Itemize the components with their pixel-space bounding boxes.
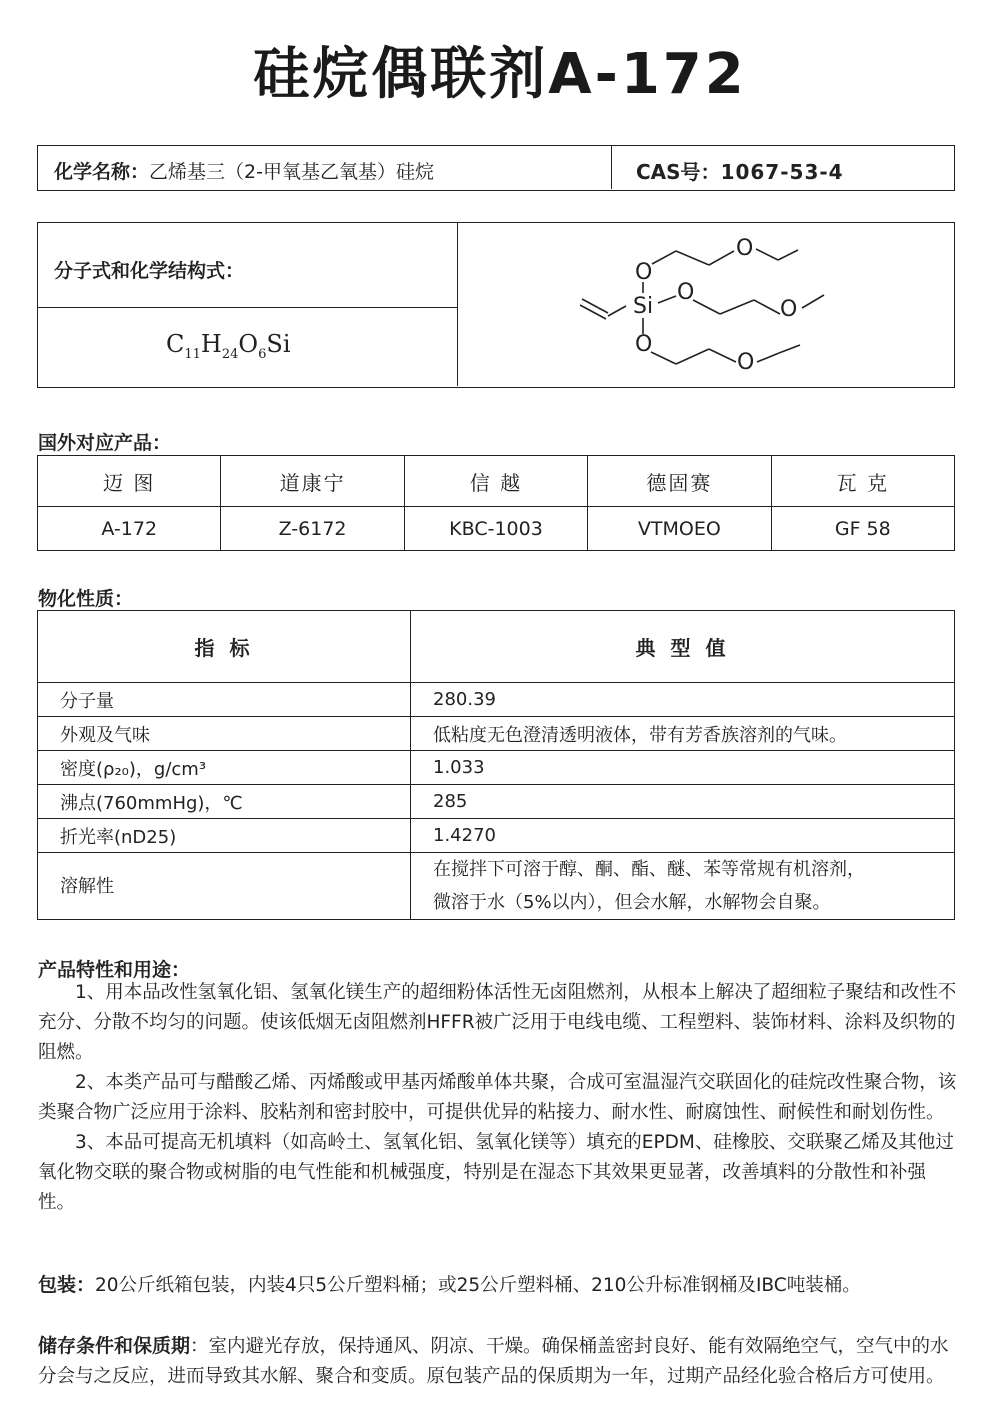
properties-heading: 物化性质： (38, 588, 134, 610)
property-value: 1.033 (411, 751, 955, 785)
property-name: 沸点(760mmHg)，℃ (38, 785, 411, 819)
atom-o-2: O (736, 236, 754, 261)
structure-box (37, 222, 955, 388)
table-cell: KBC-1003 (404, 507, 587, 551)
property-value (411, 853, 955, 920)
uses-paragraph: 2、本类产品可与醋酸乙烯、丙烯酸或甲基丙烯酸单体共聚，合成可室温湿汽交联固化的硅烷改性聚合物，该类聚合物广泛应用于涂料、胶粘剂和密封胶中，可提供优异的粘接力、耐水性、耐腐蚀性、耐候性和耐划伤性。 (38, 1072, 957, 1123)
table-row (38, 819, 955, 853)
cas-label: CAS号： (636, 160, 721, 184)
chem-name-label: 化学名称： (54, 161, 150, 183)
formula-si: Si (266, 330, 291, 358)
header-cell: 道康宁 (221, 456, 404, 507)
packaging-text (38, 1270, 958, 1301)
table-cell: A-172 (38, 507, 221, 551)
chem-name-box (37, 145, 955, 191)
formula-h-count: 24 (221, 346, 239, 362)
table-row (38, 785, 955, 819)
cas-value: 1067-53-4 (720, 160, 844, 184)
property-name: 外观及气味 (38, 717, 411, 751)
table-row (38, 507, 955, 551)
uses-paragraph: 1、用本品改性氢氧化铝、氢氧化镁生产的超细粉体活性无卤阻燃剂，从根本上解决了超细粒子聚结和改性不充分、分散不均匀的问题。使该低烟无卤阻燃剂HFFR被广泛用于电线电缆、工程塑料、装饰材料、涂料及织物的阻燃。 (38, 982, 957, 1063)
formula-o-count: 6 (258, 346, 267, 362)
header-cell: 迈 图 (38, 456, 221, 507)
header-cell: 指 标 (38, 611, 411, 683)
chem-name-cell (38, 146, 612, 189)
header-cell: 典 型 值 (411, 611, 955, 683)
property-name: 密度(ρ₂₀)，g/cm³ (38, 751, 411, 785)
property-name: 分子量 (38, 683, 411, 717)
atom-o-4: O (780, 297, 798, 322)
atom-o-1: O (635, 260, 653, 285)
table-header-row (38, 456, 955, 507)
table-row (38, 751, 955, 785)
formula-h: H (200, 330, 222, 358)
foreign-products-heading: 国外对应产品： (38, 432, 172, 454)
uses-paragraph: 3、本品可提高无机填料（如高岭土、氢氧化铝、氢氧化镁等）填充的EPDM、硅橡胶、交联聚乙烯及其他过氧化物交联的聚合物或树脂的电气性能和机械强度，特别是在湿态下其效果更显著，改善填料的分散性和补强性。 (38, 1132, 954, 1213)
solubility-line-1: 在搅拌下可溶于醇、酮、酯、醚、苯等常规有机溶剂， (433, 859, 865, 880)
table-row (38, 717, 955, 751)
chem-name-value: 乙烯基三（2-甲氧基乙氧基）硅烷 (149, 161, 434, 183)
foreign-products-table (37, 455, 955, 551)
property-value: 低粘度无色澄清透明液体，带有芳香族溶剂的气味。 (411, 717, 955, 751)
property-value: 280.39 (411, 683, 955, 717)
header-cell: 德固赛 (588, 456, 771, 507)
header-cell: 瓦 克 (771, 456, 954, 507)
chemical-structure-diagram (458, 223, 953, 386)
storage-text (38, 1331, 958, 1392)
table-row (38, 683, 955, 717)
storage-value: ：室内避光存放，保持通风、阴凉、干燥。确保桶盖密封良好、能有效隔绝空气，空气中的水分会与之反应，进而导致其水解、聚合和变质。原包装产品的保质期为一年，过期产品经化验合格后方可使用。 (38, 1336, 949, 1387)
structure-label-cell (38, 223, 458, 308)
table-cell: Z-6172 (221, 507, 404, 551)
table-cell: VTMOEO (588, 507, 771, 551)
property-value: 1.4270 (411, 819, 955, 853)
atom-o-5: O (635, 332, 653, 357)
atom-o-3: O (677, 280, 695, 305)
structure-label: 分子式和化学结构式： (54, 260, 245, 282)
molecular-formula (38, 308, 458, 386)
packaging-value: 20公斤纸箱包装，内装4只5公斤塑料桶；或25公斤塑料桶、210公升标准钢桶及IBC吨装桶。 (95, 1275, 861, 1296)
properties-table (37, 610, 955, 920)
storage-label: 储存条件和保质期 (38, 1335, 191, 1357)
property-name: 折光率(nD25) (38, 819, 411, 853)
table-row (38, 853, 955, 920)
table-cell: GF 58 (771, 507, 954, 551)
page-title: 硅烷偶联剂A-172 (253, 42, 747, 107)
formula-c-count: 11 (184, 346, 201, 362)
solubility-line-2: 微溶于水（5%以内），但会水解，水解物会自聚。 (433, 892, 831, 913)
atom-si: Si (633, 294, 654, 319)
header-cell: 信 越 (404, 456, 587, 507)
structure-diagram-cell (458, 223, 953, 386)
cas-cell (612, 146, 952, 189)
table-header-row (38, 611, 955, 683)
property-value: 285 (411, 785, 955, 819)
packaging-label: 包装： (38, 1274, 96, 1296)
uses-heading: 产品特性和用途： (38, 959, 191, 981)
formula-o: O (238, 330, 259, 358)
atom-o-6: O (737, 350, 755, 375)
property-name: 溶解性 (38, 853, 411, 920)
uses-text (38, 978, 958, 1218)
formula-c: C (166, 330, 185, 358)
